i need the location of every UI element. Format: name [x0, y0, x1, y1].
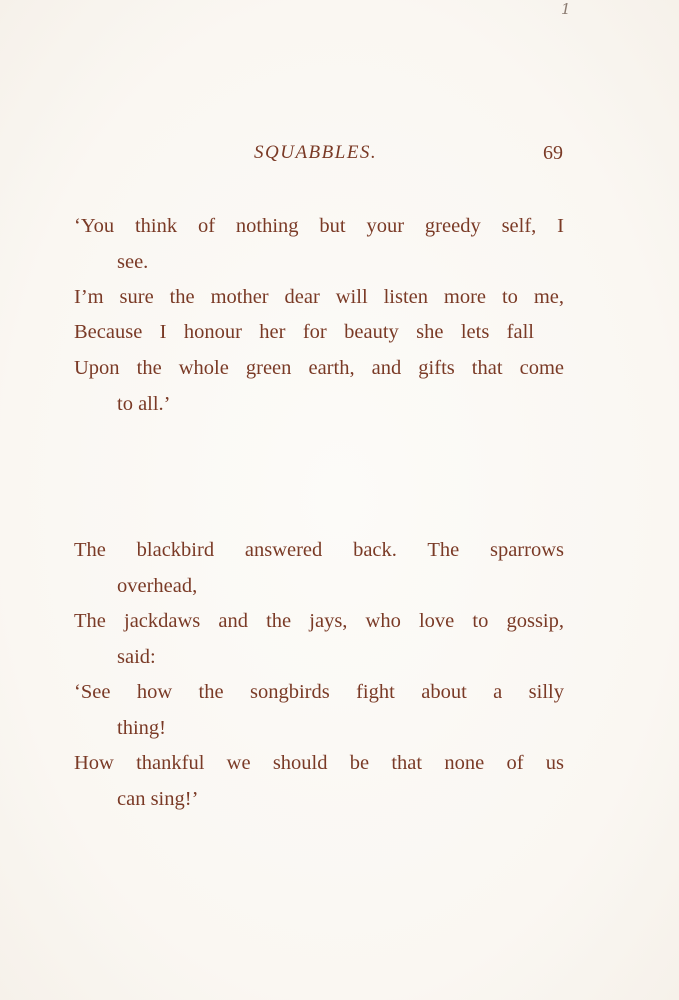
poem-line: I’m sure the mother dear will listen more to me,	[74, 286, 564, 308]
running-title: SQUABBLES.	[254, 142, 378, 163]
poem-line: The blackbird answered back. The sparrows	[74, 539, 564, 561]
corner-pencil-mark: 1	[561, 0, 571, 18]
poem-line-continuation: thing!	[117, 717, 166, 739]
poem-line: ‘See how the songbirds fight about a silly	[74, 681, 564, 703]
poem-line: Because I honour her for beauty she lets fall	[74, 321, 534, 343]
page-number: 69	[543, 142, 563, 164]
poem-line-continuation: see.	[117, 251, 149, 273]
poem-line: ‘You think of nothing but your greedy self, I	[74, 215, 564, 237]
poem-line-continuation: can sing!’	[117, 788, 199, 810]
poem-line-continuation: overhead,	[117, 575, 198, 597]
poem-line: Upon the whole green earth, and gifts that come	[74, 357, 564, 379]
poem-line: The jackdaws and the jays, who love to gossip,	[74, 610, 564, 632]
poem-line-continuation: said:	[117, 646, 156, 668]
poem-line-continuation: to all.’	[117, 393, 171, 415]
poem-line: How thankful we should be that none of us	[74, 752, 564, 774]
